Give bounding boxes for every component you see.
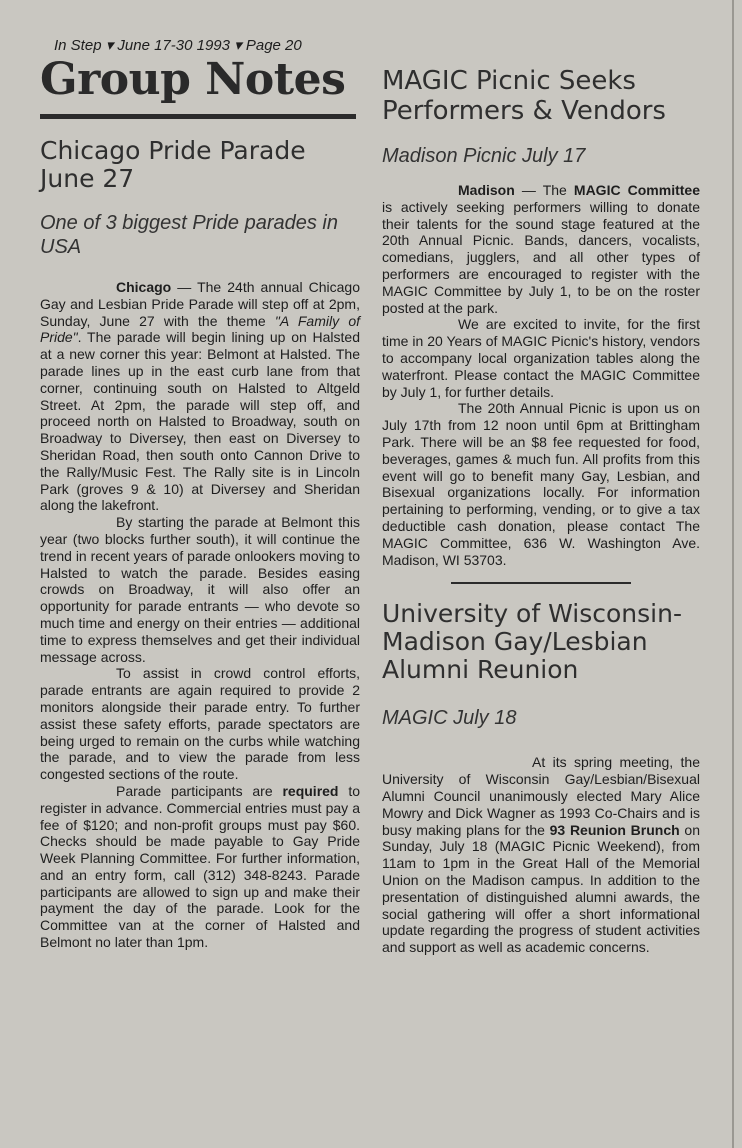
article3-paragraph-1 — [382, 754, 700, 956]
article2-body — [382, 182, 700, 568]
article1-paragraph-2: By starting the parade at Belmont this year (two blocks further south), it will continue the trend in recent years of parade onlookers moving to Halsted to watch the parade. Besides easing crowds on Broadway, it will also offer an opportunity for parade entrants — who devote so much time and energy on their entries — additional time to express themselves and get their individual message across. — [40, 514, 360, 665]
title-rule — [40, 114, 356, 119]
article3-p1-text-b: on Sunday, July 18 (MAGIC Picnic Weekend), from 11am to 1pm in the Great Hall of the Memorial Union on the Madison campus. In addition to the presentation of distinguished alumni awards, the social gathering will offer a short informational update regarding the progress of student activities and support as well as academic concerns. — [382, 821, 700, 956]
left-column — [40, 36, 360, 951]
article3-body — [382, 754, 700, 956]
article2-org: MAGIC Committee — [573, 182, 700, 198]
right-column — [382, 66, 700, 956]
article1-theme: "A Family of Pride" — [40, 312, 361, 346]
article3-p1-text-a: At its spring meeting, the University of Wisconsin Gay/Lesbian/Bisexual Alumni Council unanimously elected Mary Alice Mowry and Dick Wagner as 1993 Co-Chairs and is busy making plans for the — [382, 754, 700, 838]
article1-paragraph-4 — [40, 783, 360, 951]
article2-dateline: Madison — [458, 182, 515, 198]
article1-p4-text-a: Parade participants are — [116, 782, 283, 799]
article2-paragraph-2: We are excited to invite, for the first time in 20 Years of MAGIC Picnic's history, vendors to accompany local organization tables along the waterfront. Please contact the MAGIC Committee by July 1, for further details. — [382, 316, 700, 400]
article1-deck: One of 3 biggest Pride parades in USA — [40, 212, 338, 258]
publication-line: In Step ▾ June 17-30 1993 ▾ Page 20 — [54, 37, 302, 54]
article1-p1-text-b: . The parade will begin lining up on Halsted at a new corner this year: Belmont at Halsted. The parade lines up in the east curb lane from that corner, continuing south on Halsted to Altgeld Street. At 2pm, the parade will step off, and proceed north on Halsted to Broadway, south on Broadway to Diversey, then east on Diversey to Sheridan Road, then south onto Cannon Drive to the Rally/Music Fest. The Rally site is in Lincoln Park (groves 9 & 10) at Diversey and Sheridan along the lakefront. — [40, 329, 360, 514]
article1-paragraph-1 — [40, 279, 360, 514]
article1-dateline: Chicago — [116, 279, 172, 295]
article3-deck: MAGIC July 18 — [382, 707, 517, 730]
article-divider — [451, 582, 631, 584]
article3-headline: University of Wisconsin-Madison Gay/Lesbian Alumni Reunion — [382, 599, 682, 685]
article1-required: required — [282, 782, 339, 799]
article2-p1-dash: — The — [514, 182, 574, 198]
article2-p1-text: is actively seeking performers willing to donate their talents for the sound stage featured at the 20th Annual Picnic. Bands, dancers, vocalists, comedians, jugglers, and all other types of performers are encouraged to register with the MAGIC Committee by July 1, to be on the roster posted at the park. — [382, 198, 700, 316]
article2-deck: Madison Picnic July 17 — [382, 145, 586, 167]
section-title: Group Notes — [40, 54, 346, 105]
article1-headline: Chicago Pride Parade June 27 — [40, 136, 306, 193]
article3-event: 93 Reunion Brunch — [549, 821, 680, 838]
article1-body — [40, 279, 360, 951]
article1-p1-text-a: — The 24th annual Chicago Gay and Lesbian Pride Parade will step off at 2pm, Sunday, June 27 with the theme — [40, 279, 360, 329]
article2-paragraph-3: The 20th Annual Picnic is upon us on July 17th from 12 noon until 6pm at Brittingham Park. There will be an $8 fee requested for food, beverages, games & much fun. All profits from this event will go to benefit many Gay, Lesbian, and Bisexual organizations locally. For information pertaining to performing, vending, or to give a tax deductible cash donation, please contact The MAGIC Committee, 636 W. Washington Ave. Madison, WI 53703. — [382, 400, 700, 568]
article1-paragraph-3: To assist in crowd control efforts, parade entrants are again required to provide 2 monitors alongside their parade entry. To further assist these safety efforts, parade spectators are being urged to remain on the curbs while watching the parade, and to view the parade from less congested sections of the route. — [40, 665, 360, 783]
article2-headline: MAGIC Picnic Seeks Performers & Vendors — [382, 66, 666, 126]
article2-paragraph-1 — [382, 182, 700, 316]
article1-p4-text-b: to register in advance. Commercial entries must pay a fee of $120; and non-profit groups must pay $60. Checks should be made payable to Gay Pride Week Planning Committee. For further information, and an entry form, call (312) 348-8243. Parade participants are allowed to sign up and make their payment the day of the parade. Look for the Committee van at the corner of Halsted and Belmont no later than 1pm. — [40, 782, 360, 951]
scan-edge — [732, 0, 734, 1148]
